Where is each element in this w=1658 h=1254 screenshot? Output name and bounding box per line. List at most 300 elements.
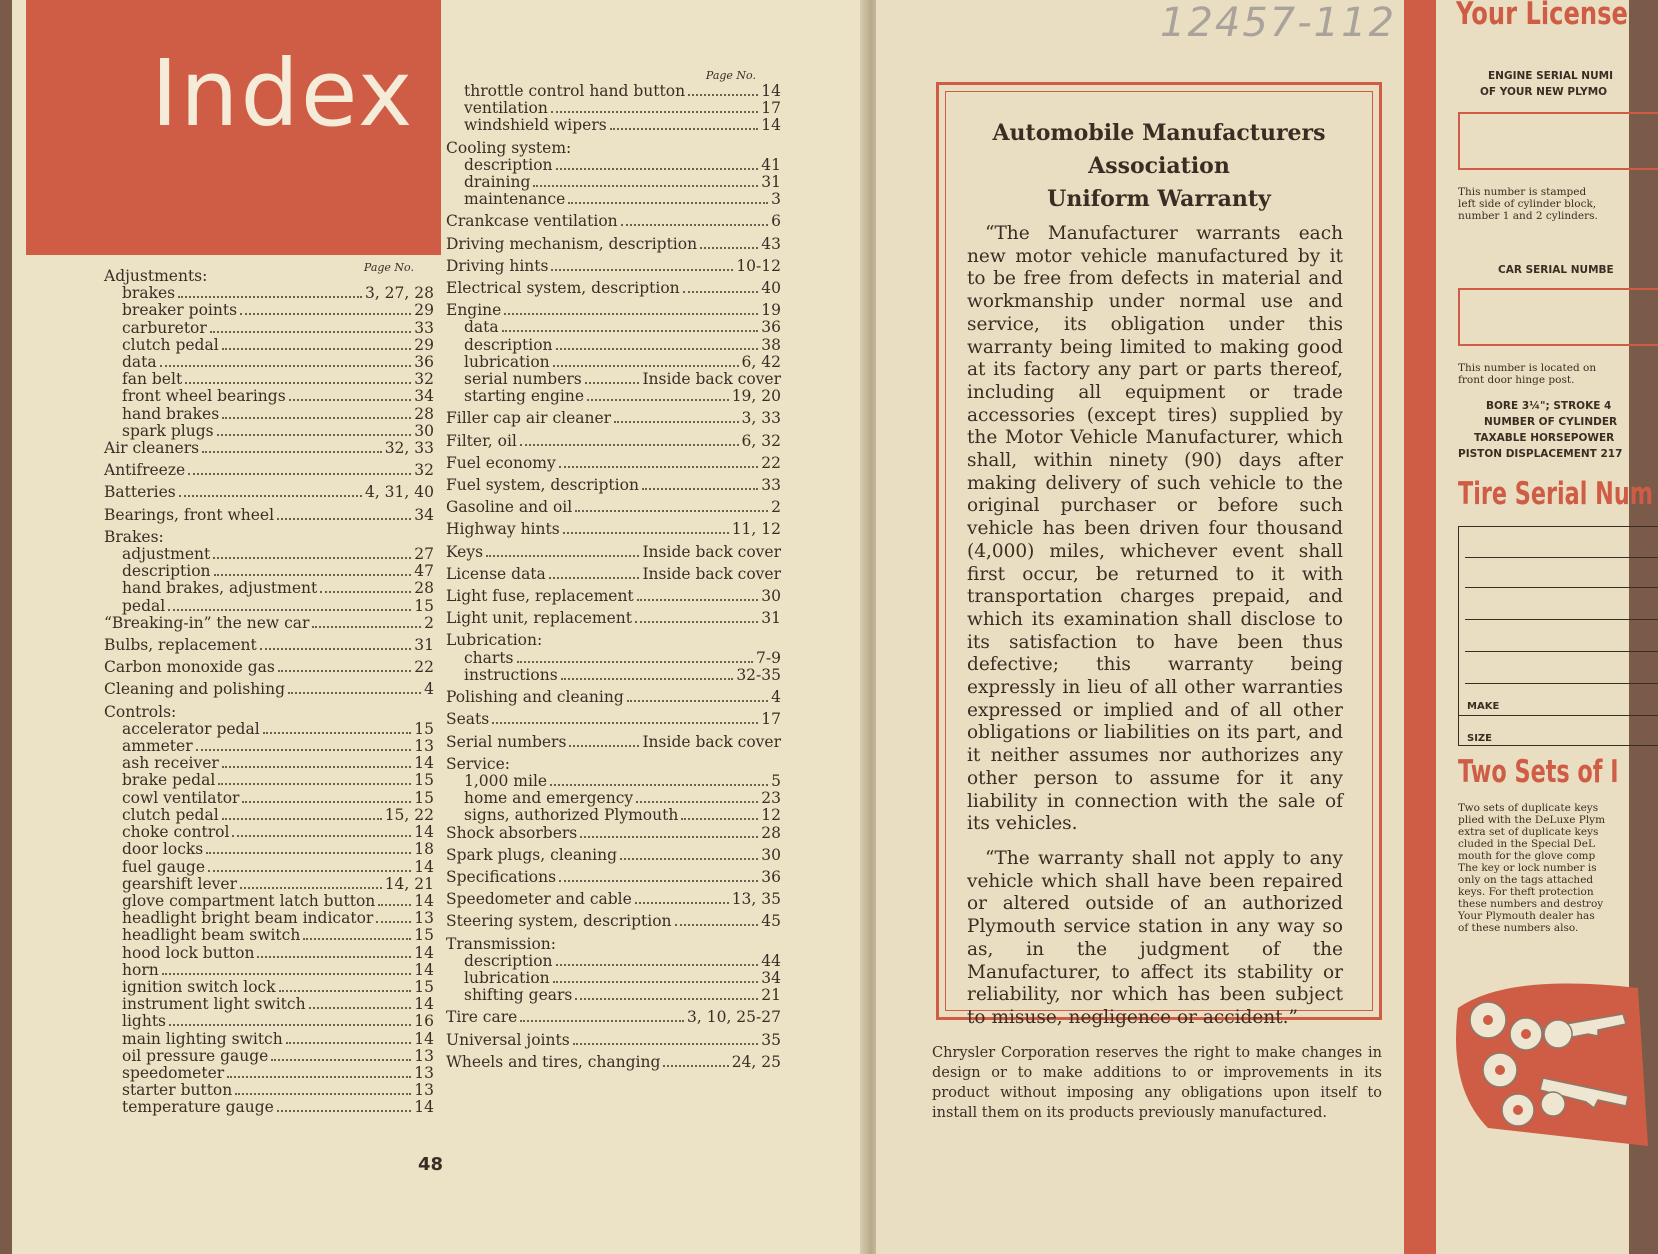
index-entry-term: Specifications: [446, 867, 557, 886]
index-entry-page: 14: [414, 960, 434, 979]
handwritten-note: 12457-112: [1160, 0, 1397, 46]
index-entry: [446, 455, 781, 472]
index-entry-page: 31: [761, 173, 781, 192]
dot-leader: [573, 1043, 759, 1045]
dot-leader: [663, 1065, 728, 1067]
dot-leader: [169, 1024, 411, 1026]
index-entry-page: 17: [761, 710, 781, 729]
index-entry: [446, 650, 781, 667]
dot-leader: [504, 313, 758, 315]
index-entry: [446, 157, 781, 174]
index-entry: [446, 1009, 781, 1026]
license-title: Your License: [1456, 0, 1628, 32]
index-entry-term: Speedometer and cable: [446, 890, 632, 909]
index-entry-page: 24, 25: [731, 1052, 781, 1071]
index-entry-page: 15: [414, 977, 434, 996]
index-entry: [446, 610, 781, 627]
dot-leader: [196, 749, 412, 751]
dot-leader: [289, 399, 412, 401]
dot-leader: [688, 94, 758, 96]
index-entry-page: 15, 22: [384, 805, 434, 824]
index-heading: [104, 529, 434, 546]
index-entry-page: 36: [761, 867, 781, 886]
index-entry-page: 15: [414, 926, 434, 945]
keys-text-line: cluded in the Special DeL: [1458, 838, 1595, 850]
dot-leader: [637, 599, 759, 601]
index-entry: [446, 354, 781, 371]
index-entry-page: 14: [761, 116, 781, 135]
index-entry-page: 22: [414, 658, 434, 677]
dot-leader: [185, 382, 411, 384]
index-entry: [446, 371, 781, 388]
index-entry-page: 6: [771, 212, 781, 231]
index-entry: [104, 721, 434, 738]
index-entry: [104, 285, 434, 302]
index-entry: [104, 563, 434, 580]
dot-leader: [620, 858, 758, 860]
dot-leader: [263, 732, 412, 734]
dot-leader: [486, 555, 639, 557]
index-entry-term: draining: [464, 173, 531, 192]
index-entry-term: “Breaking-in” the new car: [104, 613, 310, 632]
index-entry-term: Serial numbers: [446, 732, 567, 751]
index-entry: [446, 970, 781, 987]
index-entry-page: 4: [771, 688, 781, 707]
dot-leader: [257, 956, 411, 958]
keys-description: [1458, 802, 1605, 934]
tire-make-label: MAKE: [1467, 701, 1500, 712]
index-entry: [446, 913, 781, 930]
index-heading: [104, 704, 434, 721]
index-entry-term: Engine: [446, 301, 502, 320]
index-heading: [446, 936, 781, 953]
index-entry-page: 14: [414, 1029, 434, 1048]
dot-leader: [681, 818, 758, 820]
index-entry-term: Highway hints: [446, 520, 560, 539]
index-entry-term: carburetor: [122, 318, 207, 337]
index-entry-page: 14, 21: [384, 874, 434, 893]
dot-leader: [217, 434, 412, 436]
index-entry-page: 36: [414, 353, 434, 372]
dot-leader: [222, 348, 412, 350]
dot-leader: [232, 835, 411, 837]
index-entry-page: 28: [414, 579, 434, 598]
index-entry: [104, 462, 434, 479]
tire-serial-title: Tire Serial Num: [1458, 476, 1653, 512]
index-entry-term: Gasoline and oil: [446, 498, 573, 517]
dot-leader: [553, 981, 759, 983]
dot-leader: [168, 609, 411, 611]
index-title: Index: [151, 40, 415, 147]
dot-leader: [502, 330, 759, 332]
keys-text-line: mouth for the glove comp: [1458, 850, 1596, 862]
dot-leader: [675, 924, 759, 926]
dot-leader: [700, 247, 758, 249]
index-entry-term: starter button: [122, 1081, 233, 1100]
license-panel: [1436, 0, 1653, 1254]
index-header-block: [26, 0, 441, 255]
index-entry: [104, 484, 434, 501]
index-entry-page: 44: [761, 951, 781, 970]
dot-leader: [206, 852, 411, 854]
index-entry-term: Fuel system, description: [446, 476, 639, 495]
index-heading: [446, 632, 781, 649]
index-entry: [446, 987, 781, 1004]
index-entry-term: instructions: [464, 665, 558, 684]
index-entry-page: 21: [761, 986, 781, 1005]
dot-leader: [271, 1059, 411, 1061]
index-entry-term: Transmission:: [446, 934, 556, 953]
tire-row-line: [1465, 587, 1658, 588]
index-entry-term: 1,000 mile: [464, 771, 548, 790]
index-entry: [104, 807, 434, 824]
index-entry-page: 18: [414, 840, 434, 859]
index-entry: [446, 388, 781, 405]
index-entry-page: 7-9: [756, 648, 781, 667]
index-entry: [446, 1054, 781, 1071]
index-entry-term: spark plugs: [122, 421, 214, 440]
index-entry-term: Electrical system, description: [446, 279, 680, 298]
dot-leader: [235, 1093, 411, 1095]
page-no-header: Page No.: [705, 69, 756, 82]
dot-leader: [550, 784, 768, 786]
index-entry-page: 31: [761, 609, 781, 628]
warranty-title-line: Association: [1088, 153, 1230, 179]
index-entry-page: 13: [414, 1046, 434, 1065]
index-entry-page: 3, 33: [741, 409, 781, 428]
keys-title: Two Sets of I: [1458, 754, 1619, 790]
index-entry-page: 19, 20: [731, 387, 781, 406]
index-entry-term: throttle control hand button: [464, 82, 686, 100]
index-entry-page: 27: [414, 545, 434, 564]
index-entry-term: Air cleaners: [104, 439, 200, 458]
index-entry-term: temperature gauge: [122, 1098, 274, 1117]
index-entry-term: breaker points: [122, 301, 238, 320]
index-entry-page: Inside back cover: [642, 542, 781, 561]
keys-illustration: [1448, 978, 1648, 1146]
index-entry-page: 47: [414, 562, 434, 581]
index-entry-page: 28: [414, 404, 434, 423]
index-entry: [104, 979, 434, 996]
index-entry-term: windshield wipers: [464, 116, 607, 135]
index-entry-page: 30: [761, 845, 781, 864]
index-entry-page: 29: [414, 335, 434, 354]
index-entry-term: serial numbers: [464, 370, 582, 389]
index-entry: [446, 236, 781, 253]
index-entry-page: 13: [414, 909, 434, 928]
index-entry: [104, 507, 434, 524]
dot-leader: [202, 451, 382, 453]
index-entry: [446, 773, 781, 790]
index-entry-term: data: [464, 318, 499, 337]
index-entry-term: glove compartment latch button: [122, 891, 376, 910]
keys-text-line: plied with the DeLuxe Plym: [1458, 814, 1606, 826]
index-entry-term: door locks: [122, 840, 204, 859]
index-entry-term: Antifreeze: [104, 461, 186, 480]
index-entry-term: description: [464, 155, 553, 174]
index-heading: [446, 140, 781, 157]
index-entry-page: 11, 12: [731, 520, 781, 539]
dot-leader: [635, 621, 758, 623]
page-no-header: Page No.: [363, 261, 414, 274]
dot-leader: [279, 990, 412, 992]
index-entry-page: 32-35: [736, 665, 781, 684]
index-entry-term: lights: [122, 1012, 167, 1031]
index-entry-page: 6, 32: [741, 431, 781, 450]
dot-leader: [636, 801, 758, 803]
dot-leader: [222, 417, 411, 419]
index-entry-term: front wheel bearings: [122, 387, 286, 406]
warranty-box: [936, 82, 1382, 1028]
index-entry-page: 14: [414, 857, 434, 876]
dot-leader: [222, 766, 411, 768]
dot-leader: [320, 591, 411, 593]
index-entry: [104, 440, 434, 457]
index-entry-page: 13: [414, 1063, 434, 1082]
dot-leader: [242, 801, 411, 803]
index-entry: [104, 1013, 434, 1030]
engine-serial-label: ENGINE SERIAL NUMI: [1488, 70, 1613, 82]
index-entry: [446, 825, 781, 842]
index-entry-term: Tire care: [446, 1008, 518, 1027]
index-entry: [104, 354, 434, 371]
dot-leader: [549, 577, 640, 579]
index-entry: [446, 847, 781, 864]
dot-leader: [277, 518, 411, 520]
index-entry-page: 13: [414, 737, 434, 756]
index-entry-term: description: [464, 951, 553, 970]
index-entry-page: 16: [414, 1012, 434, 1031]
index-entry-term: fan belt: [122, 370, 183, 389]
index-entry-term: shifting gears: [464, 986, 573, 1005]
dot-leader: [286, 1042, 412, 1044]
index-entry-page: 15: [414, 788, 434, 807]
dot-leader: [218, 783, 411, 785]
warranty-title-line: Automobile Manufacturers: [992, 120, 1326, 146]
index-entry-term: gearshift lever: [122, 874, 238, 893]
index-entry-page: 10-12: [736, 256, 781, 275]
index-entry: [104, 337, 434, 354]
index-entry-page: 3: [771, 190, 781, 209]
index-entry-term: Keys: [446, 542, 484, 561]
dot-leader: [556, 168, 759, 170]
dot-leader: [309, 1007, 412, 1009]
index-entry: [104, 659, 434, 676]
engine-serial-field: [1458, 112, 1658, 170]
warranty-title-line: Uniform Warranty: [1047, 186, 1271, 212]
dot-leader: [178, 296, 362, 298]
dot-leader: [312, 626, 421, 628]
dot-leader: [575, 998, 758, 1000]
dot-leader: [208, 870, 411, 872]
index-entry-term: License data: [446, 564, 546, 583]
index-entry: [446, 689, 781, 706]
car-serial-label: CAR SERIAL NUMBE: [1498, 264, 1614, 276]
index-entry-term: fuel gauge: [122, 857, 206, 876]
index-entry-term: Batteries: [104, 483, 176, 502]
index-entry-term: data: [122, 353, 157, 372]
index-entry-term: Light fuse, replacement: [446, 587, 634, 606]
index-entry-page: 14: [761, 82, 781, 100]
index-entry: [104, 1082, 434, 1099]
index-entry-term: accelerator pedal: [122, 719, 260, 738]
key-bow-icon: [1541, 1092, 1565, 1116]
index-entry: [104, 546, 434, 563]
index-entry-page: 32, 33: [384, 439, 434, 458]
index-entry: [104, 755, 434, 772]
index-entry: [104, 320, 434, 337]
keys-text-line: Two sets of duplicate keys: [1458, 802, 1599, 814]
dot-leader: [585, 382, 640, 384]
index-entry: [104, 637, 434, 654]
tire-row-line: [1465, 683, 1658, 684]
index-entry-term: horn: [122, 960, 159, 979]
car-serial-field: [1458, 288, 1658, 346]
index-entry-page: 33: [414, 318, 434, 337]
dot-leader: [210, 331, 411, 333]
key-bow-icon: [1544, 1020, 1572, 1048]
dot-leader: [556, 964, 759, 966]
index-entry-term: adjustment: [122, 545, 211, 564]
index-entry: [446, 544, 781, 561]
index-entry-page: 23: [761, 789, 781, 808]
dot-leader: [303, 938, 411, 940]
engine-serial-note: This number is stamped: [1458, 186, 1587, 198]
index-entry-term: Lubrication:: [446, 631, 543, 650]
index-entry-page: 30: [761, 587, 781, 606]
index-entry-page: 22: [761, 453, 781, 472]
index-entry: [446, 790, 781, 807]
reservation-note: Chrysler Corporation reserves the right to make changes in design or to make additions to or improvements in its product without imposing any obligations upon itself to install them on its products previously manufactured.: [932, 1045, 1382, 1121]
index-entry-term: brakes: [122, 284, 176, 303]
index-entry: [446, 807, 781, 824]
index-entry-page: 41: [761, 155, 781, 174]
index-entry-term: instrument light switch: [122, 995, 306, 1014]
index-entry: [446, 711, 781, 728]
index-entry-page: 40: [761, 279, 781, 298]
dot-leader: [561, 678, 734, 680]
index-entry-term: Spark plugs, cleaning: [446, 845, 617, 864]
index-entry-term: hand brakes, adjustment: [122, 579, 318, 598]
index-entry: [104, 772, 434, 789]
dot-leader: [222, 818, 382, 820]
index-entry-page: 28: [761, 823, 781, 842]
index-entry-term: Carbon monoxide gas: [104, 658, 275, 677]
dot-leader: [492, 722, 758, 724]
dot-leader: [614, 421, 738, 423]
index-entry: [446, 499, 781, 516]
index-entry-term: Driving hints: [446, 256, 549, 275]
index-entry: [104, 406, 434, 423]
dot-leader: [160, 365, 412, 367]
index-entry-term: Driving mechanism, description: [446, 234, 698, 253]
index-entry: [446, 433, 781, 450]
index-entry-term: ammeter: [122, 737, 193, 756]
dot-leader: [378, 904, 411, 906]
index-entry-page: Inside back cover: [642, 732, 781, 751]
dot-leader: [553, 365, 739, 367]
index-entry: [104, 859, 434, 876]
dot-leader: [240, 887, 382, 889]
index-entry: [104, 996, 434, 1013]
index-entry-term: hood lock button: [122, 943, 255, 962]
index-entry-page: 14: [414, 891, 434, 910]
index-entry-term: Crankcase ventilation: [446, 212, 618, 231]
index-entry: [104, 371, 434, 388]
index-entry-term: Filter, oil: [446, 431, 517, 450]
index-entry-term: Filler cap air cleaner: [446, 409, 612, 428]
page-number: 48: [418, 1154, 444, 1175]
index-entry-term: description: [122, 562, 211, 581]
index-entry-page: 32: [414, 370, 434, 389]
dot-leader: [610, 128, 759, 130]
index-entry-page: 35: [761, 1030, 781, 1049]
index-entry-term: Adjustments:: [104, 267, 208, 285]
dot-leader: [376, 921, 411, 923]
index-entry-page: 43: [761, 234, 781, 253]
keys-text-line: of these numbers also.: [1458, 922, 1579, 934]
keys-text-line: The key or lock number is: [1458, 862, 1597, 874]
index-entry-page: 30: [414, 421, 434, 440]
index-entry: [104, 945, 434, 962]
index-entry-page: 12: [761, 806, 781, 825]
index-entry: [446, 302, 781, 319]
dot-leader: [214, 574, 412, 576]
index-entry-page: 3, 10, 25-27: [687, 1008, 781, 1027]
engine-spec: NUMBER OF CYLINDER: [1484, 416, 1618, 428]
dot-leader: [569, 745, 639, 747]
index-entry-term: main lighting switch: [122, 1029, 283, 1048]
index-entry-term: Polishing and cleaning: [446, 688, 624, 707]
dot-leader: [520, 1020, 684, 1022]
index-entry-page: 2: [424, 613, 434, 632]
index-entry: [104, 1048, 434, 1065]
dot-leader: [635, 902, 729, 904]
index-entry-term: home and emergency: [464, 789, 634, 808]
index-entry-term: Wheels and tires, changing: [446, 1052, 661, 1071]
index-entry-term: Fuel economy: [446, 453, 556, 472]
index-entry-page: Inside back cover: [642, 564, 781, 583]
dot-leader: [240, 313, 411, 315]
index-entry-term: speedometer: [122, 1063, 225, 1082]
dot-leader: [683, 291, 759, 293]
index-entry: [446, 100, 781, 117]
index-entry-page: 2: [771, 498, 781, 517]
index-entry: [104, 302, 434, 319]
index-entry-term: ash receiver: [122, 754, 219, 773]
index-entry: [446, 213, 781, 230]
index-entry: [104, 910, 434, 927]
index-entry: [446, 258, 781, 275]
dot-leader: [551, 111, 758, 113]
index-entry-page: 38: [761, 335, 781, 354]
index-entry-page: 14: [414, 995, 434, 1014]
engine-serial-note: number 1 and 2 cylinders.: [1458, 210, 1598, 222]
index-entry: [104, 876, 434, 893]
index-entry-term: choke control: [122, 823, 230, 842]
index-entry-page: 17: [761, 99, 781, 118]
index-entry: [446, 869, 781, 886]
index-entry: [446, 477, 781, 494]
dot-leader: [277, 1110, 411, 1112]
keys-text-line: extra set of duplicate keys: [1458, 826, 1599, 838]
dot-leader: [627, 700, 768, 702]
index-entry-page: 34: [414, 387, 434, 406]
dot-leader: [288, 692, 421, 694]
index-entry: [446, 521, 781, 538]
warranty-title: [939, 117, 1379, 216]
index-entry-term: Controls:: [104, 702, 177, 721]
